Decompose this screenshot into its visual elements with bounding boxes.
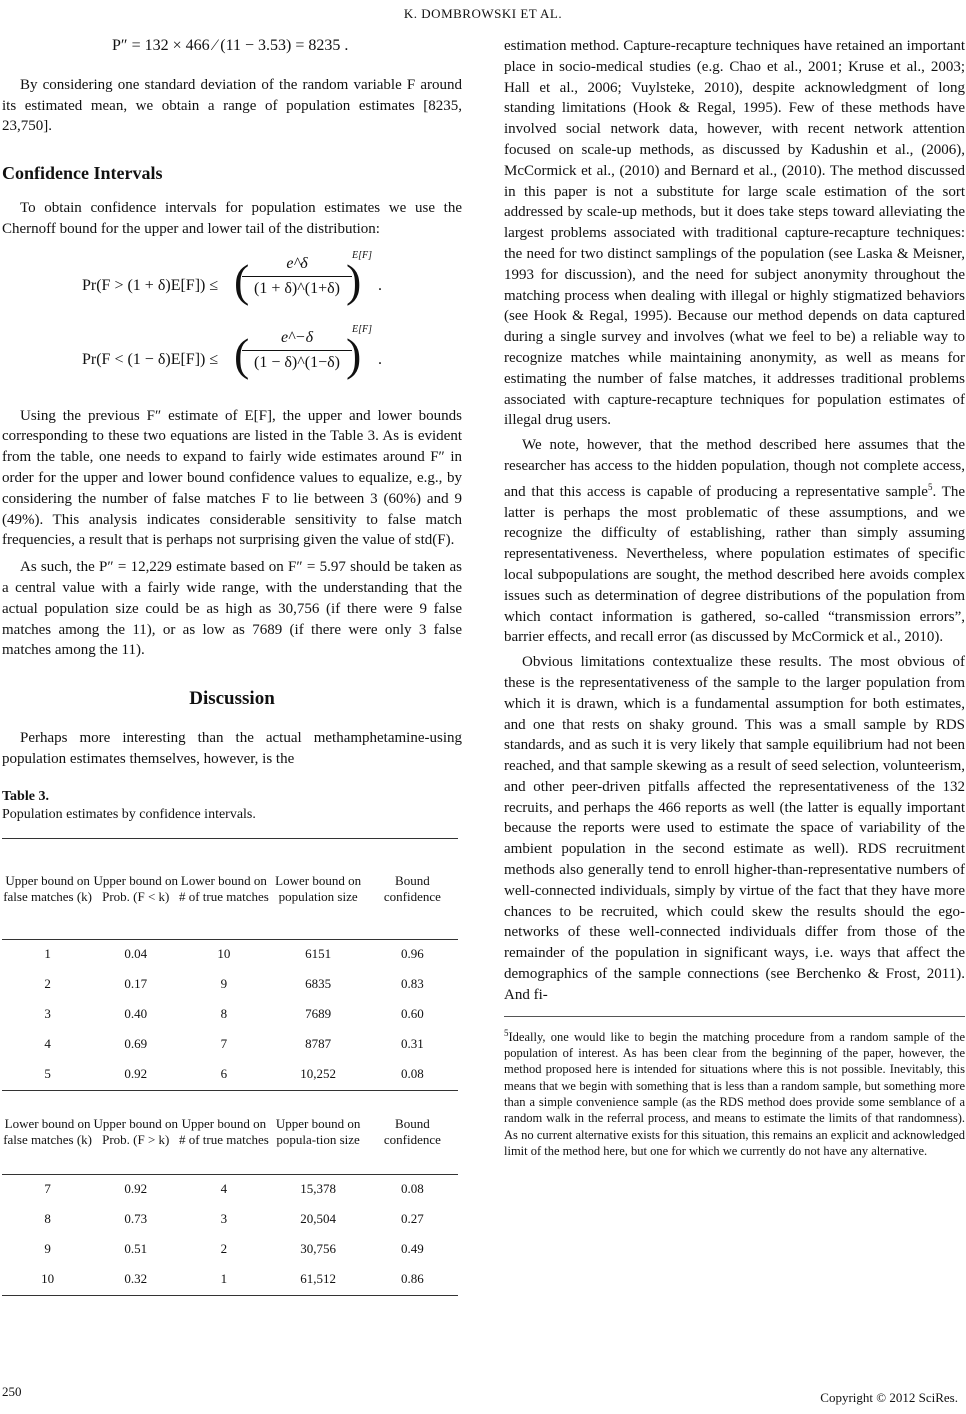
copyright-notice: Copyright © 2012 SciRes. (820, 1390, 958, 1405)
table-row (2, 1265, 458, 1296)
table-cell: 0.83 (401, 976, 424, 992)
table-cell: 2 (44, 976, 51, 992)
table-row (2, 1000, 458, 1030)
table-header-row (2, 838, 458, 939)
column-header: Lower bound on # of true matches (178, 872, 269, 904)
table-cell: 0.08 (401, 1066, 424, 1082)
formula-lhs: Pr(F < (1 − δ)E[F]) ≤ (82, 350, 219, 368)
paren-left: ( (234, 254, 250, 306)
paragraph: By considering one standard deviation of the random variable F around its estimated mean, we obtain a range of population estimates [8235, 23,750]. (2, 76, 462, 135)
table-cell: 7 (220, 1036, 228, 1052)
table-cell: 8 (44, 1211, 51, 1227)
table-cell: 8 (220, 1006, 228, 1022)
table-cell: 0.17 (124, 976, 148, 992)
table-row (2, 1060, 458, 1091)
table-cell: 4 (44, 1036, 51, 1052)
population-equation: P″ = 132 × 466 ⁄ (11 − 3.53) = 8235 . (112, 37, 349, 54)
formula-exponent: E[F] (352, 249, 372, 261)
footnote-text: Ideally, one would like to begin the matching procedure from a random sample of the population of interest. As has been clear from the beginning of the paper, however, the method proposed here is intended for situations where this is not possible. Inevitably, this means that we begin with something that is less than a random sample, but something more than a simple convenience sample (as the RDS method does provide some semblance of a random walk in the referral process, and means to estimate the limits of that randomness). As no current alternative exists for this situation, this remains an explicit and acknowledged limit of the method here, but one for which we currently do not have any alternative. (504, 1029, 965, 1158)
formula-numerator: e^δ (242, 254, 352, 278)
chernoff-lower-formula (2, 323, 462, 388)
table-cell: 9 (44, 1241, 51, 1257)
formula-fraction (242, 254, 352, 301)
paragraph: Perhaps more interesting than the actual methamphetamine-using population estimates themselves, however, is the (2, 729, 462, 767)
table-cell: 0.31 (401, 1036, 424, 1052)
table-cell: 0.73 (124, 1211, 148, 1227)
table-row (2, 1030, 458, 1060)
paragraph-text: We note, however, that the method described here assumes that the researcher has access to the hidden population, though not complete access, and that this access is capable of producing a representative sample (504, 437, 965, 500)
column-header: Upper bound on Prob. (F > k) (93, 1116, 178, 1148)
column-header: Upper bound on popula-tion size (275, 1116, 361, 1148)
paren-right: ) (346, 328, 362, 380)
table-cell: 0.96 (401, 946, 424, 962)
running-head: K. DOMBROWSKI ET AL. (403, 6, 563, 21)
table-cell: 5 (44, 1066, 51, 1082)
table-cell: 0.60 (401, 1006, 424, 1022)
table-row (2, 970, 458, 1000)
table-cell: 0.08 (401, 1181, 424, 1197)
table-cell: 1 (44, 946, 51, 962)
table-cell: 0.27 (401, 1211, 424, 1227)
paragraph (504, 435, 965, 648)
table-cell: 9 (220, 976, 228, 992)
formula-fraction (242, 328, 352, 375)
table-cell: 0.51 (124, 1241, 148, 1257)
table-cell: 10,252 (300, 1066, 336, 1082)
table-cell: 20,504 (300, 1211, 336, 1227)
table-cell: 0.04 (124, 946, 148, 962)
left-column (2, 36, 462, 1296)
table-cell: 2 (220, 1241, 228, 1257)
formula-period: . (378, 350, 382, 368)
table-cell: 4 (220, 1181, 228, 1197)
table-cell: 61,512 (300, 1271, 336, 1287)
table-subheader-row (2, 1090, 458, 1174)
table-cell: 0.92 (124, 1066, 148, 1082)
table-title: Table 3. (2, 788, 49, 804)
paren-left: ( (234, 328, 250, 380)
chernoff-upper-formula (2, 249, 462, 314)
table-cell: 10 (41, 1271, 55, 1287)
formula-period: . (378, 276, 382, 294)
table-cell: 0.86 (401, 1271, 424, 1287)
table-cell: 0.92 (124, 1181, 148, 1197)
paragraph: Obvious limitations contextualize these results. The most obvious of these is the representativeness of the sample to the larger population from which it is drawn, which is a fundamental assumption for both estimates, and one that rests on shaky ground. This was a small sample by RDS standards, and as such it is very likely that sample equilibrium had not been reached, and that sample skewing as a result of seed selection, volunteerism, and other peer-driven pitfalls affected the representativeness of the 132 recruits, and perhaps the 466 reports as well (the latter is equally important because the reports were used to estimate the space of variability of the ambient population in the second estimate as well). RDS recruitment methods also generally tend to enroll higher-than-representative numbers of well-connected individuals, simply by virtue of the fact that they have more chances to be recruited, which could skew the results should the ego-networks of these well-connected individuals differ from those of the remainder of the population in significant ways, i.e. ways that affect the demographics of the sample connections (see Berchenko & Frost, 2011). And fi- (504, 654, 965, 1003)
table-row (2, 1174, 458, 1205)
table-row (2, 939, 458, 970)
table-cell: 7 (44, 1181, 51, 1197)
table-cell: 6 (220, 1066, 228, 1082)
table-cell: 3 (44, 1006, 51, 1022)
table-cell: 0.32 (124, 1271, 148, 1287)
table-cell: 15,378 (300, 1181, 336, 1197)
table-cell: 10 (217, 946, 231, 962)
paren-right: ) (346, 254, 362, 306)
table-cell: 6835 (305, 976, 332, 992)
formula-exponent: E[F] (352, 323, 372, 335)
table-cell: 7689 (305, 1006, 332, 1022)
section-heading-confidence-intervals: Confidence Intervals (2, 163, 163, 184)
table-caption (2, 788, 462, 824)
population-estimates-table (2, 838, 458, 1296)
section-heading-discussion: Discussion (189, 688, 275, 710)
table-cell: 3 (220, 1211, 228, 1227)
column-header: Bound confidence (383, 1116, 441, 1148)
table-cell: 6151 (305, 946, 332, 962)
paragraph: As such, the P″ = 12,229 estimate based on F″ = 5.97 should be taken as a central value with a fairly wide range, with the understanding that the actual population size could be as high as 30,756 (if there were 9 false matches among the 11), or as low as 7689 (if there were only 3 false matches among the 11). (2, 559, 462, 659)
column-header: Upper bound on Prob. (F < k) (93, 872, 178, 904)
column-header: Bound confidence (383, 872, 441, 904)
table-cell: 30,756 (300, 1241, 336, 1257)
table-cell: 0.49 (401, 1241, 424, 1257)
footnote-mark: 5 (504, 1027, 509, 1038)
table-cell: 8787 (305, 1036, 332, 1052)
table-row (2, 1235, 458, 1265)
formula-denominator: (1 + δ)^(1+δ) (254, 280, 340, 298)
paragraph: Using the previous F″ estimate of E[F], the upper and lower bounds corresponding to these two equations are listed in the Table 3. As is evident from the table, one needs to expand to fairly wide estimates around F″ in order for the upper and lower bound confidence values to equalize, e.g., by considering the number of false matches F to lie between 3 (60%) and 9 (49%). This analysis indicates considerable sensitivity to false match frequencies, a result that is perhaps not surprising given the value of std(F). (2, 407, 462, 549)
table-cell: 0.69 (124, 1036, 148, 1052)
column-header: Lower bound on population size (275, 872, 362, 904)
table-row (2, 1205, 458, 1235)
formula-numerator: e^−δ (242, 328, 352, 352)
column-header: Lower bound on false matches (k) (3, 1116, 92, 1148)
table-subtitle: Population estimates by confidence intervals. (2, 806, 256, 822)
column-header: Upper bound on false matches (k) (3, 872, 92, 904)
right-column (504, 36, 965, 1159)
table-cell: 1 (220, 1271, 228, 1287)
formula-denominator: (1 − δ)^(1−δ) (254, 354, 340, 372)
footnote-reference: 5 (927, 481, 933, 492)
paragraph: estimation method. Capture-recapture techniques have retained an important place in socio-medical studies (e.g. Chao et al., 2001; Kruse et al., 2003; Hall et al., 2006; Vuylsteke, 2010), despite acknowledgment of long standing limitations (Hook & Regal, 1995). Few of these methods have involved social network data, however, with recent network attention focused on scale-up methods, as discussed by Kadushin et al., (2006), McCormick et al., (2010) and Bernard et al., (2010). The method discussed in this paper is not a substitute for large scale estimation of the sort addressed by scale-up methods, but it does take steps toward alleviating the largest problems associated with traditional capture-recapture techniques: the need for two distinct samplings of the population (see Laska & Meisner, 1993 for discussion), and the need for subject anonymity throughout the matching process when dealing with illegal or highly stigmatized behaviors (see Hook & Regal, 1995). Because our method depends on data captured during a single survey and involves (what we feel to be) a reliable way to recognize matches while maintaining anonymity, as well as means for estimating the number of false matches, it addresses traditional problems associated with capture-recapture techniques for population estimates of illegal drug users. (504, 38, 965, 429)
paragraph-text: . The latter is perhaps the most problematic of these assumptions, and we recognize the difficulty of establishing, rather than simply assuming representativeness. Nevertheless, where population estimates of specific local subpopulations are sought, the method described here avoids complex issues such as determination of degree distributions of the population from which contact information is gathered, so-called “transmission errors”, barrier effects, and recall error (as discussed by McCormick et al., 2010). (504, 483, 965, 646)
footnote (504, 1016, 965, 1160)
column-header: Upper bound on # of true matches (178, 1116, 269, 1148)
page-number: 250 (2, 1384, 22, 1399)
paragraph: To obtain confidence intervals for population estimates we use the Chernoff bound for the upper and lower tail of the distribution: (2, 199, 462, 237)
table-cell: 0.40 (124, 1006, 148, 1022)
formula-lhs: Pr(F > (1 + δ)E[F]) ≤ (82, 276, 219, 294)
